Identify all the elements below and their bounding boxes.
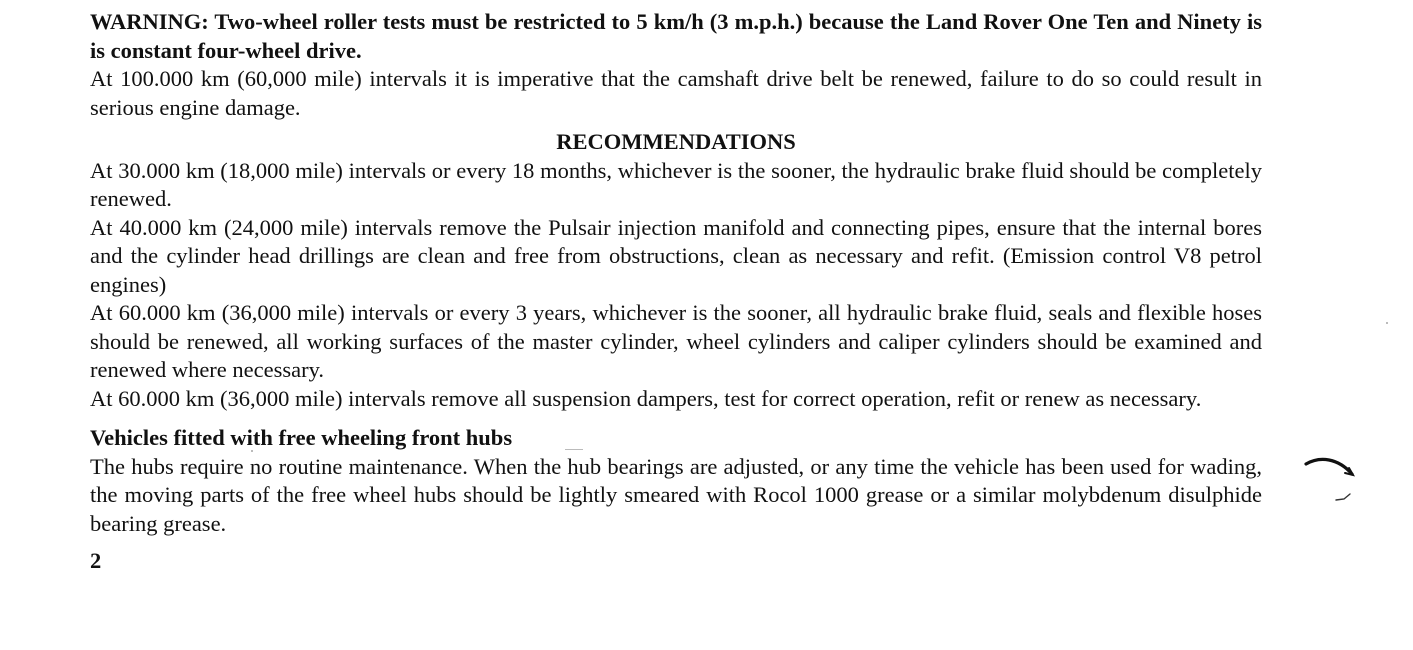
manual-page (90, 8, 1262, 576)
recommendation-item: At 60.000 km (36,000 mile) intervals or every 3 years, whichever is the sooner, all hydraulic brake fluid, seals and flexible hoses should be renewed, all working surfaces of the master cylinder, wheel cylinders and caliper cylinders should be examined and renewed where necessary. (90, 300, 1262, 382)
scan-speck (1386, 322, 1388, 324)
hubs-heading: Vehicles fitted with free wheeling front hubs (90, 425, 513, 450)
recommendations-heading: RECOMMENDATIONS (556, 129, 796, 154)
warning-text: WARNING: Two-wheel roller tests must be restricted to 5 km/h (3 m.p.h.) because the Land Rover One Ten and Ninety is is constant four-wheel drive. (90, 9, 1262, 63)
camshaft-note: At 100.000 km (60,000 mile) intervals it is imperative that the camshaft drive belt be renewed, failure to do so could result in serious engine damage. (90, 66, 1262, 120)
recommendation-item: At 30.000 km (18,000 mile) intervals or every 18 months, whichever is the sooner, the hydraulic brake fluid should be completely renewed. (90, 157, 1262, 211)
scan-speck (251, 450, 253, 452)
recommendation-item: At 40.000 km (24,000 mile) intervals remove the Pulsair injection manifold and connecting pipes, ensure that the internal bores and the cylinder head drillings are clean and free from obstructions, clean as necessary and refit. (Emission control V8 petrol engines) (90, 214, 1262, 297)
page-number: 2 (90, 548, 102, 573)
margin-pencil-mark (1300, 452, 1360, 512)
hubs-text: The hubs require no routine maintenance. When the hub bearings are adjusted, or any time the vehicle has been used for wading, the moving parts of the free wheel hubs should be lightly smeared with Rocol 1000 grease or a similar molybdenum disulphide bearing grease. (90, 453, 1262, 536)
recommendation-item: At 60.000 km (36,000 mile) intervals remove all suspension dampers, test for correct operation, refit or renew as necessary. (90, 385, 1202, 411)
scan-speck (565, 449, 583, 450)
